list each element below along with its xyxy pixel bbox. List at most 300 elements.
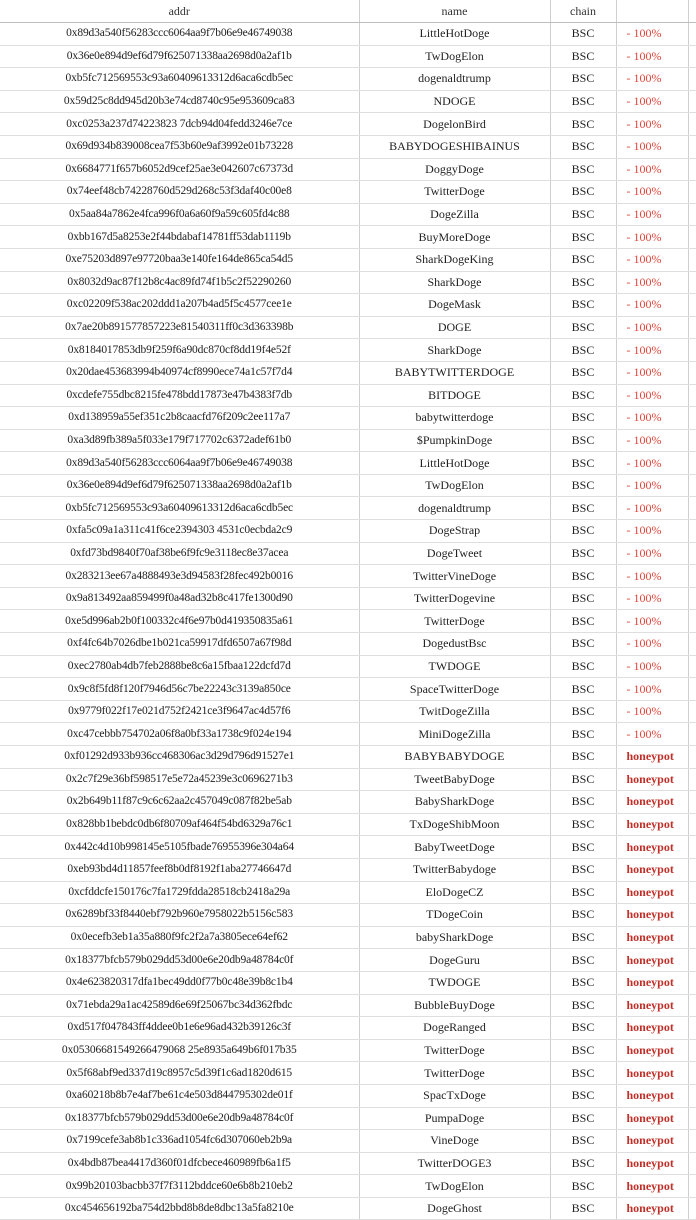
cell-chain: BSC [550,407,616,430]
cell-extra [688,813,696,836]
cell-name: DogeStrap [359,520,550,543]
table-row [0,723,696,746]
cell-chain: BSC [550,1130,616,1153]
cell-status: - 100% [616,45,688,68]
cell-status: honeypot [616,994,688,1017]
table-row [0,429,696,452]
cell-name: TwitterVineDoge [359,565,550,588]
table-row [0,158,696,181]
cell-status: honeypot [616,1084,688,1107]
cell-extra [688,858,696,881]
cell-status: - 100% [616,723,688,746]
cell-addr: 0x6289bf33f8440ebf792b960e7958022b5156c583 [0,904,359,927]
cell-addr: 0xfa5c09a1a311c41f6ce2394303 4531c0ecbda2c9 [0,520,359,543]
table-row [0,633,696,656]
table-row [0,497,696,520]
cell-extra [688,452,696,475]
cell-name: PumpaDoge [359,1107,550,1130]
cell-chain: BSC [550,226,616,249]
cell-extra [688,542,696,565]
cell-name: TwitterDogevine [359,587,550,610]
table-row [0,452,696,475]
cell-addr: 0x18377bfcb579b029dd53d00e6e20db9a48784c0f [0,949,359,972]
cell-status: honeypot [616,904,688,927]
cell-addr: 0x18377bfcb579b029dd53d00e6e20db9a48784c0f [0,1107,359,1130]
cell-extra [688,1017,696,1040]
cell-addr: 0x6684771f657b6052d9cef25ae3e042607c67373d [0,158,359,181]
cell-addr: 0xe5d996ab2b0f100332c4f6e97b0d419350835a61 [0,610,359,633]
cell-chain: BSC [550,926,616,949]
cell-status: - 100% [616,248,688,271]
cell-name: TDogeCoin [359,904,550,927]
cell-addr: 0xc02209f538ac202ddd1a207b4ad5f5c4577cee1e [0,294,359,317]
table-row [0,655,696,678]
cell-status: - 100% [616,497,688,520]
cell-chain: BSC [550,971,616,994]
cell-chain: BSC [550,248,616,271]
cell-chain: BSC [550,497,616,520]
cell-extra [688,181,696,204]
table-row [0,226,696,249]
cell-status: - 100% [616,587,688,610]
table-row [0,316,696,339]
table-row [0,361,696,384]
table-row [0,248,696,271]
cell-status: - 100% [616,429,688,452]
table-row [0,271,696,294]
cell-status: - 100% [616,113,688,136]
column-header-name: name [359,0,550,23]
table-row [0,339,696,362]
cell-addr: 0xc47cebbb754702a06f8a0bf33a1738c9f024e194 [0,723,359,746]
cell-chain: BSC [550,316,616,339]
cell-addr: 0x20dae453683994b40974cf8990ece74a1c57f7d4 [0,361,359,384]
cell-addr: 0xbb167d5a8253e2f44bdabaf14781ff53dab1119b [0,226,359,249]
cell-extra [688,226,696,249]
cell-status: - 100% [616,384,688,407]
cell-status: - 100% [616,565,688,588]
cell-status: - 100% [616,316,688,339]
cell-name: SharkDoge [359,271,550,294]
cell-addr: 0x828bb1bebdc0db6f80709af464f54bd6329a76c1 [0,813,359,836]
cell-status: honeypot [616,1197,688,1220]
cell-status: honeypot [616,813,688,836]
cell-addr: 0x9779f022f17e021d752f2421ce3f9647ac4d57f6 [0,700,359,723]
cell-chain: BSC [550,452,616,475]
cell-status: - 100% [616,90,688,113]
cell-addr: 0xcdefe755dbc8215fe478bdd17873e47b4383f7db [0,384,359,407]
cell-addr: 0xcfddcfe150176c7fa1729fdda28518cb2418a29a [0,881,359,904]
cell-addr: 0x283213ee67a4888493e3d94583f28fec492b0016 [0,565,359,588]
table-row [0,904,696,927]
cell-addr: 0xe75203d897e97720baa3e140fe164de865ca54d5 [0,248,359,271]
cell-addr: 0x9a813492aa859499f0a48ad32b8c417fe1300d90 [0,587,359,610]
table-row [0,994,696,1017]
cell-extra [688,1062,696,1085]
cell-addr: 0x2c7f29e36bf598517e5e72a45239e3c0696271b3 [0,768,359,791]
cell-status: - 100% [616,339,688,362]
cell-status: honeypot [616,1039,688,1062]
table-row [0,1197,696,1220]
cell-addr: 0x71ebda29a1ac42589d6e69f25067bc34d362fbdc [0,994,359,1017]
cell-name: LittleHotDoge [359,452,550,475]
cell-chain: BSC [550,474,616,497]
cell-chain: BSC [550,904,616,927]
cell-chain: BSC [550,113,616,136]
table-row [0,678,696,701]
cell-extra [688,316,696,339]
cell-name: DogedustBsc [359,633,550,656]
table-row [0,90,696,113]
cell-addr: 0xf4fc64b7026dbe1b021ca59917dfd6507a67f98d [0,633,359,656]
cell-status: honeypot [616,1152,688,1175]
cell-extra [688,1130,696,1153]
cell-extra [688,271,696,294]
cell-name: LittleHotDoge [359,23,550,46]
cell-addr: 0x442c4d10b998145e5105fbade76955396e304a64 [0,836,359,859]
cell-addr: 0x9c8f5fd8f120f7946d56c7be22243c3139a850ce [0,678,359,701]
cell-chain: BSC [550,1062,616,1085]
table-row [0,836,696,859]
table-row [0,881,696,904]
table-row [0,565,696,588]
cell-status: - 100% [616,678,688,701]
table-row [0,1152,696,1175]
cell-name: TwitterBabydoge [359,858,550,881]
cell-extra [688,1084,696,1107]
table-body [0,23,696,1220]
cell-extra [688,1197,696,1220]
cell-addr: 0xb5fc712569553c93a60409613312d6aca6cdb5ec [0,497,359,520]
cell-addr: 0x5aa84a7862e4fca996f0a6a60f9a59c605fd4c88 [0,203,359,226]
cell-status: honeypot [616,1062,688,1085]
cell-name: TwDogElon [359,474,550,497]
cell-name: DogeRanged [359,1017,550,1040]
cell-name: TxDogeShibMoon [359,813,550,836]
cell-status: - 100% [616,610,688,633]
cell-name: NDOGE [359,90,550,113]
cell-chain: BSC [550,181,616,204]
cell-status: honeypot [616,746,688,769]
table-row [0,181,696,204]
table-row [0,1107,696,1130]
cell-extra [688,904,696,927]
cell-name: MiniDogeZilla [359,723,550,746]
cell-name: SpacTxDoge [359,1084,550,1107]
cell-name: BabyTweetDoge [359,836,550,859]
cell-extra [688,429,696,452]
cell-chain: BSC [550,429,616,452]
cell-addr: 0x89d3a540f56283ccc6064aa9f7b06e9e46749038 [0,452,359,475]
cell-chain: BSC [550,655,616,678]
cell-chain: BSC [550,542,616,565]
cell-chain: BSC [550,723,616,746]
cell-chain: BSC [550,1152,616,1175]
cell-chain: BSC [550,1107,616,1130]
cell-chain: BSC [550,949,616,972]
cell-addr: 0xf01292d933b936cc468306ac3d29d796d91527e1 [0,746,359,769]
table-row [0,1130,696,1153]
cell-addr: 0xeb93bd4d11857feef8b0df8192f1aba27746647d [0,858,359,881]
cell-name: BITDOGE [359,384,550,407]
cell-chain: BSC [550,881,616,904]
cell-extra [688,971,696,994]
cell-name: BabySharkDoge [359,791,550,814]
cell-chain: BSC [550,1175,616,1198]
cell-status: honeypot [616,949,688,972]
cell-chain: BSC [550,1197,616,1220]
table-row [0,1175,696,1198]
cell-status: honeypot [616,926,688,949]
cell-name: TwitterDoge [359,1039,550,1062]
header-row [0,0,696,23]
cell-chain: BSC [550,90,616,113]
cell-addr: 0x36e0e894d9ef6d79f625071338aa2698d0a2af1b [0,45,359,68]
cell-extra [688,994,696,1017]
cell-addr: 0xb5fc712569553c93a60409613312d6aca6cdb5ec [0,68,359,91]
cell-status: honeypot [616,971,688,994]
cell-extra [688,339,696,362]
cell-status: - 100% [616,23,688,46]
cell-addr: 0x5f68abf9ed337d19c8957c5d39f1c6ad1820d615 [0,1062,359,1085]
table-row [0,610,696,633]
cell-chain: BSC [550,746,616,769]
cell-extra [688,1107,696,1130]
cell-extra [688,723,696,746]
table-row [0,520,696,543]
cell-status: honeypot [616,1107,688,1130]
cell-chain: BSC [550,520,616,543]
cell-addr: 0x99b20103bacbb37f7f3112bddce60e6b8b210eb2 [0,1175,359,1198]
table-row [0,858,696,881]
cell-extra [688,678,696,701]
cell-name: dogenaldtrump [359,497,550,520]
table-row [0,113,696,136]
cell-status: - 100% [616,474,688,497]
cell-status: - 100% [616,158,688,181]
cell-chain: BSC [550,384,616,407]
cell-name: TwDogElon [359,45,550,68]
cell-name: DogeTweet [359,542,550,565]
cell-addr: 0xc454656192ba754d2bbd8b8de8dbc13a5fa8210e [0,1197,359,1220]
cell-status: - 100% [616,452,688,475]
cell-status: honeypot [616,858,688,881]
table-row [0,587,696,610]
cell-addr: 0xd517f047843ff4ddee0b1e6e96ad432b39126c3f [0,1017,359,1040]
cell-chain: BSC [550,45,616,68]
cell-status: - 100% [616,542,688,565]
table-row [0,1039,696,1062]
table-row [0,474,696,497]
cell-extra [688,474,696,497]
cell-extra [688,1175,696,1198]
cell-extra [688,926,696,949]
cell-extra [688,949,696,972]
cell-addr: 0xa3d89fb389a5f033e179f717702c6372adef61b0 [0,429,359,452]
cell-name: dogenaldtrump [359,68,550,91]
cell-extra [688,497,696,520]
cell-status: honeypot [616,836,688,859]
cell-extra [688,610,696,633]
cell-chain: BSC [550,836,616,859]
column-header-chain: chain [550,0,616,23]
cell-name: $PumpkinDoge [359,429,550,452]
cell-status: - 100% [616,407,688,430]
cell-name: TwitDogeZilla [359,700,550,723]
cell-status: honeypot [616,1130,688,1153]
table-row [0,203,696,226]
cell-addr: 0x89d3a540f56283ccc6064aa9f7b06e9e46749038 [0,23,359,46]
cell-extra [688,113,696,136]
cell-status: - 100% [616,181,688,204]
cell-chain: BSC [550,1084,616,1107]
table-row [0,791,696,814]
cell-chain: BSC [550,361,616,384]
cell-addr: 0x36e0e894d9ef6d79f625071338aa2698d0a2af1b [0,474,359,497]
cell-addr: 0xc0253a237d74223823 7dcb94d04fedd3246e7ce [0,113,359,136]
cell-chain: BSC [550,791,616,814]
cell-chain: BSC [550,633,616,656]
cell-name: BABYTWITTERDOGE [359,361,550,384]
cell-chain: BSC [550,271,616,294]
table-row [0,542,696,565]
cell-addr: 0x7ae20b891577857223e81540311ff0c3d363398b [0,316,359,339]
column-header-extra [688,0,696,23]
cell-name: DogelonBird [359,113,550,136]
cell-addr: 0x8032d9ac87f12b8c4ac89fd74f1b5c2f52290260 [0,271,359,294]
cell-name: TwitterDoge [359,1062,550,1085]
cell-addr: 0x0ecefb3eb1a35a880f9fc2f2a7a3805ece64ef62 [0,926,359,949]
cell-name: TwitterDoge [359,181,550,204]
cell-status: - 100% [616,203,688,226]
cell-chain: BSC [550,1017,616,1040]
cell-extra [688,1152,696,1175]
table-row [0,135,696,158]
cell-status: - 100% [616,655,688,678]
cell-extra [688,520,696,543]
table-row [0,384,696,407]
column-header-status [616,0,688,23]
cell-extra [688,158,696,181]
table-row [0,926,696,949]
cell-addr: 0x59d25c8dd945d20b3e74cd8740c95e953609ca83 [0,90,359,113]
cell-chain: BSC [550,68,616,91]
cell-addr: 0x69d934b839008cea7f53b60e9af3992e01b73228 [0,135,359,158]
cell-chain: BSC [550,678,616,701]
cell-status: - 100% [616,68,688,91]
cell-extra [688,203,696,226]
table-row [0,813,696,836]
table-row [0,768,696,791]
cell-extra [688,90,696,113]
cell-extra [688,655,696,678]
cell-status: honeypot [616,1175,688,1198]
cell-addr: 0x4bdb87bea4417d360f01dfcbece460989fb6a1f5 [0,1152,359,1175]
cell-name: DogeZilla [359,203,550,226]
cell-status: - 100% [616,633,688,656]
cell-extra [688,407,696,430]
cell-name: TweetBabyDoge [359,768,550,791]
cell-name: DOGE [359,316,550,339]
cell-name: BubbleBuyDoge [359,994,550,1017]
cell-extra [688,45,696,68]
cell-extra [688,587,696,610]
cell-chain: BSC [550,858,616,881]
cell-name: SharkDoge [359,339,550,362]
cell-extra [688,633,696,656]
cell-addr: 0x74eef48cb74228760d529d268c53f3daf40c00e8 [0,181,359,204]
cell-name: DogeMask [359,294,550,317]
cell-status: honeypot [616,791,688,814]
cell-chain: BSC [550,565,616,588]
cell-status: honeypot [616,881,688,904]
cell-status: - 100% [616,226,688,249]
cell-name: TwDogElon [359,1175,550,1198]
cell-chain: BSC [550,1039,616,1062]
cell-addr: 0x05306681549266479068 25e8935a649b6f017b35 [0,1039,359,1062]
table-row [0,949,696,972]
cell-extra [688,746,696,769]
cell-chain: BSC [550,994,616,1017]
cell-extra [688,881,696,904]
cell-name: TWDOGE [359,971,550,994]
cell-chain: BSC [550,339,616,362]
cell-name: babySharkDoge [359,926,550,949]
cell-addr: 0xec2780ab4db7feb2888be8c6a15fbaa122dcfd7d [0,655,359,678]
cell-name: BABYBABYDOGE [359,746,550,769]
cell-chain: BSC [550,700,616,723]
cell-name: EloDogeCZ [359,881,550,904]
cell-extra [688,768,696,791]
cell-name: VineDoge [359,1130,550,1153]
cell-name: BABYDOGESHIBAINUS [359,135,550,158]
table-row [0,68,696,91]
cell-status: honeypot [616,1017,688,1040]
cell-name: TwitterDoge [359,610,550,633]
cell-addr: 0x8184017853db9f259f6a90dc870cf8dd19f4e52f [0,339,359,362]
cell-extra [688,791,696,814]
cell-addr: 0x7199cefe3ab8b1c336ad1054fc6d307060eb2b9a [0,1130,359,1153]
cell-name: SharkDogeKing [359,248,550,271]
cell-chain: BSC [550,294,616,317]
table-row [0,23,696,46]
cell-status: - 100% [616,294,688,317]
table-row [0,294,696,317]
cell-extra [688,836,696,859]
table-row [0,45,696,68]
cell-extra [688,700,696,723]
cell-chain: BSC [550,610,616,633]
cell-name: babytwitterdoge [359,407,550,430]
cell-name: DoggyDoge [359,158,550,181]
table-row [0,700,696,723]
cell-name: DogeGhost [359,1197,550,1220]
cell-name: DogeGuru [359,949,550,972]
table-row [0,746,696,769]
cell-status: - 100% [616,520,688,543]
cell-chain: BSC [550,158,616,181]
cell-chain: BSC [550,587,616,610]
cell-addr: 0x4e623820317dfa1bec49dd0f77b0c48e39b8c1b4 [0,971,359,994]
cell-addr: 0xa60218b8b7e4af7be61c4e503d844795302de01f [0,1084,359,1107]
cell-status: - 100% [616,700,688,723]
cell-extra [688,565,696,588]
cell-addr: 0xfd73bd9840f70af38be6f9fc9e3118ec8e37acea [0,542,359,565]
cell-chain: BSC [550,23,616,46]
cell-name: TwitterDOGE3 [359,1152,550,1175]
cell-extra [688,1039,696,1062]
cell-name: SpaceTwitterDoge [359,678,550,701]
